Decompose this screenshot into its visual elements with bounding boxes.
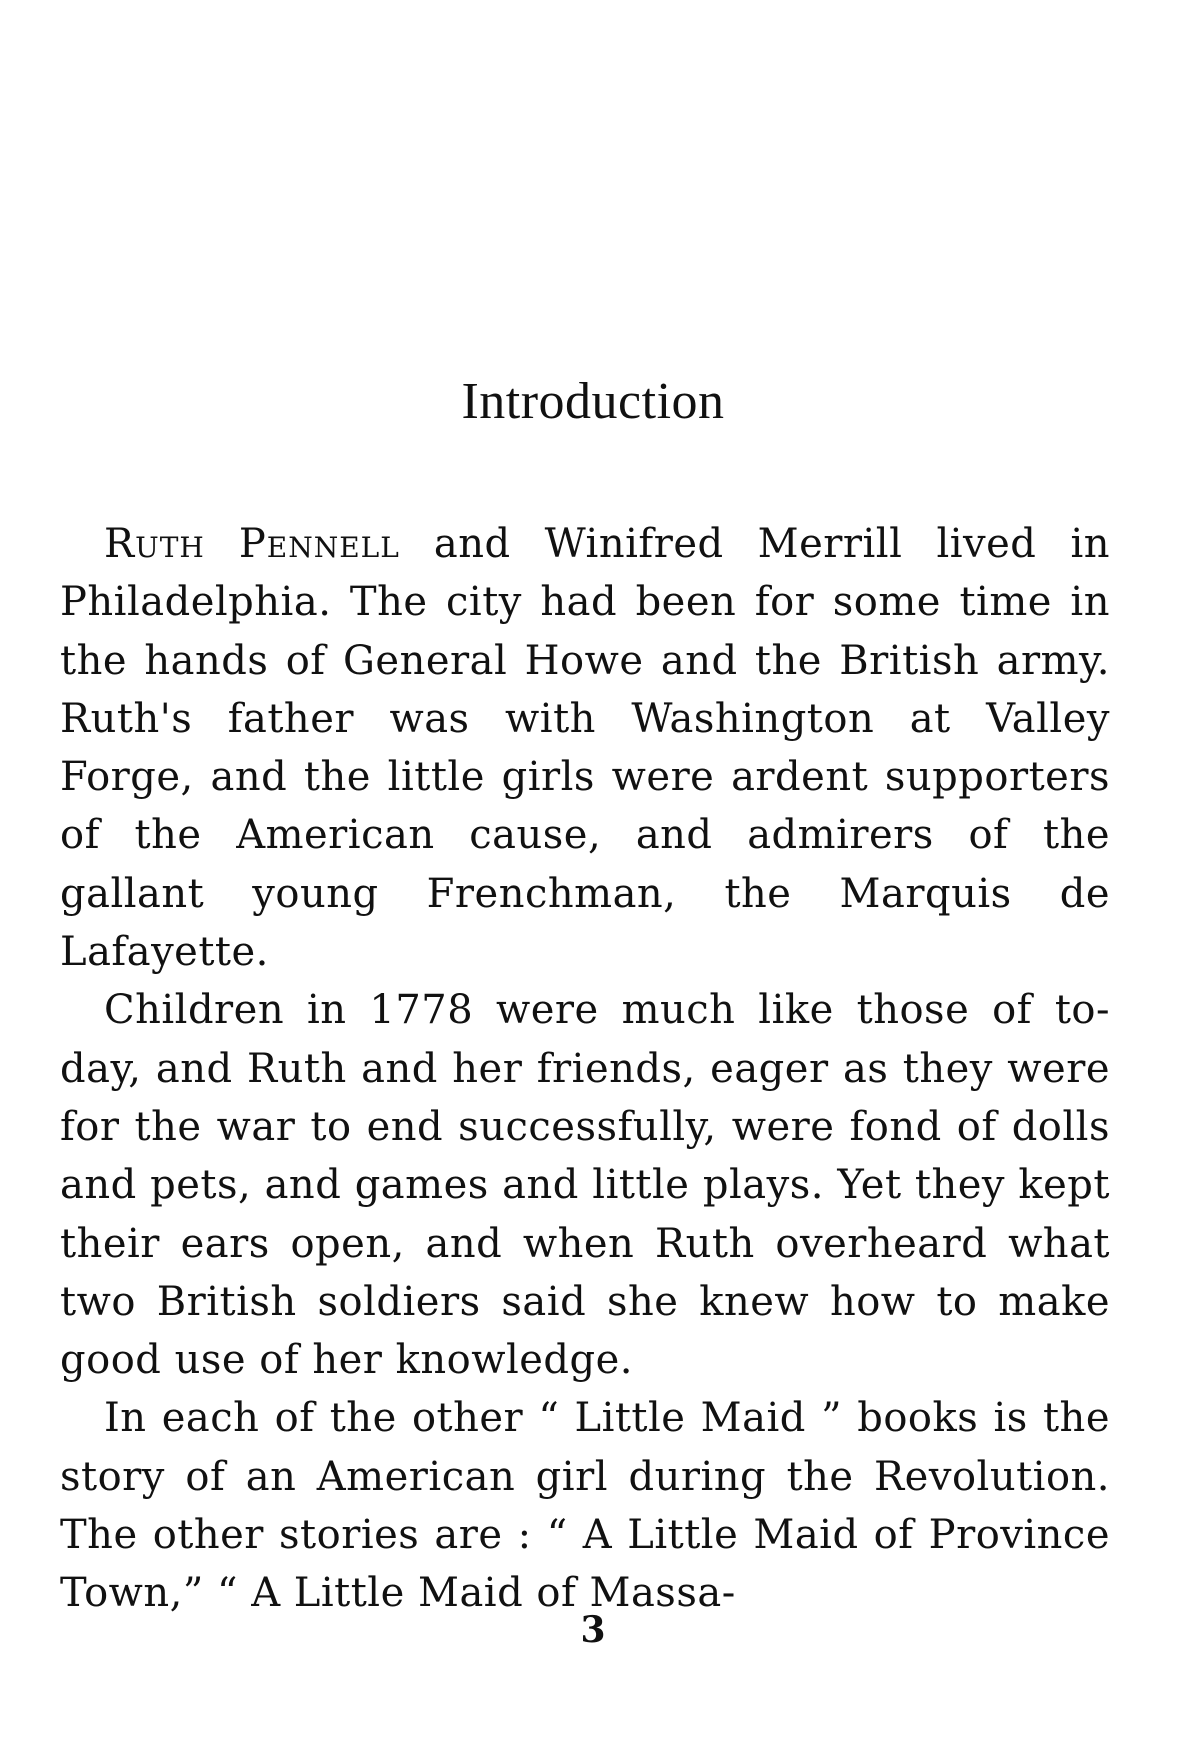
lead-name-first: Ruth (104, 521, 205, 567)
lead-name-last: Pennell (238, 521, 400, 567)
paragraph-3: In each of the other “ Little Maid ” books is the story of an American girl during the Revolution. The other stories are : “ A Little Maid of Province Town,” “ A Little Maid of Massa- (60, 1395, 1110, 1617)
paragraph-1 (60, 515, 1110, 981)
paragraph-2: Children in 1778 were much like those of to-day, and Ruth and her friends, eager as they were for the war to end successfully, were fond of dolls and pets, and games and little plays. Yet they kept their ears open, and when Ruth overheard what two British soldiers said she knew how to make good use of her knowledge. (60, 987, 1110, 1384)
introduction-body (60, 515, 1110, 1623)
chapter-heading: Introduction (461, 373, 725, 430)
page-number: 3 (580, 1609, 606, 1651)
paragraph-1-text: and Winifred Merrill lived in Philadelphia. The city had been for some time in the hands of General Howe and the British army. Ruth's father was with Washington at Valley Forge, and the little girls were ardent supporters of the American cause, and admirers of the gallant young Frenchman, the Marquis de Lafayette. (60, 521, 1110, 976)
